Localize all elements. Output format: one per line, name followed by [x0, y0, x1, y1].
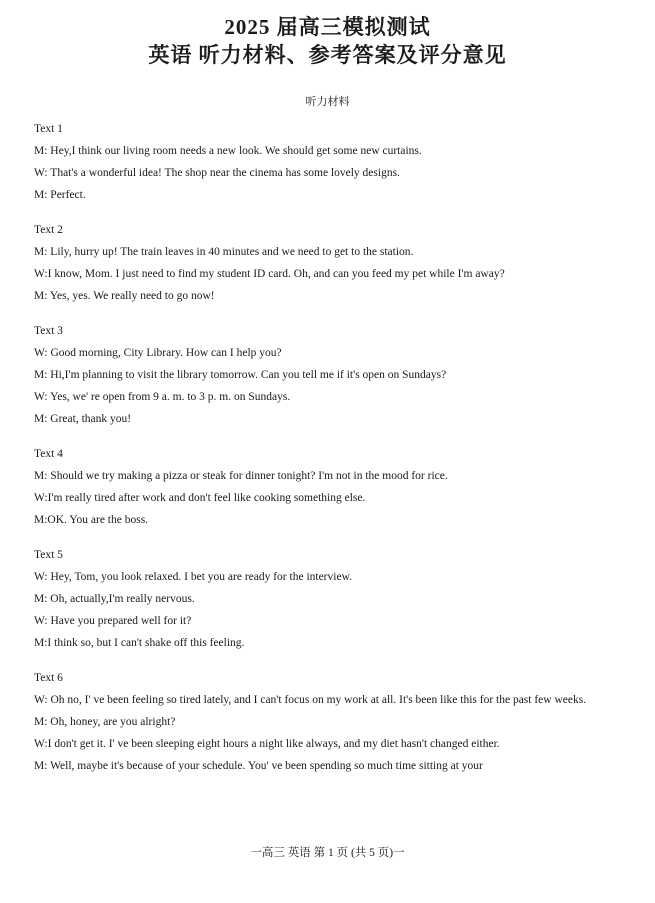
- dialogue-line: W:I don't get it. I' ve been sleeping eight hours a night like always, and my diet hasn't changed either.: [34, 738, 500, 750]
- dialogue-line: W: Yes, we' re open from 9 a. m. to 3 p. m. on Sundays.: [34, 391, 291, 403]
- dialogue-line: M: Oh, honey, are you alright?: [34, 716, 176, 728]
- dialogue-line: W:I'm really tired after work and don't feel like cooking something else.: [34, 492, 366, 504]
- dialogue-line: W: Have you prepared well for it?: [34, 615, 192, 627]
- dialogue-line: W: That's a wonderful idea! The shop near the cinema has some lovely designs.: [34, 167, 400, 179]
- page-footer: 一高三 英语 第 1 页 (共 5 页)一: [250, 847, 405, 859]
- text-block-5: [34, 548, 634, 650]
- dialogue-line: M: Well, maybe it's because of your schedule. You' ve been spending so much time sitting at your: [34, 760, 483, 772]
- text-label: Text 6: [34, 672, 63, 684]
- dialogue-line: M: Perfect.: [34, 189, 86, 201]
- dialogue-line: M: Lily, hurry up! The train leaves in 40 minutes and we need to get to the station.: [34, 246, 414, 258]
- text-label: Text 1: [34, 123, 63, 135]
- document-subtitle: 英语 听力材料、参考答案及评分意见: [148, 43, 507, 67]
- dialogue-line: M: Great, thank you!: [34, 413, 132, 425]
- dialogue-line: M:OK. You are the boss.: [34, 514, 149, 526]
- text-label: Text 4: [34, 448, 63, 460]
- text-label: Text 3: [34, 325, 63, 337]
- listening-transcript: [34, 122, 634, 794]
- dialogue-line: M: Yes, yes. We really need to go now!: [34, 290, 215, 302]
- dialogue-line: W: Good morning, City Library. How can I help you?: [34, 347, 282, 359]
- dialogue-line: W:I know, Mom. I just need to find my student ID card. Oh, and can you feed my pet while I'm away?: [34, 268, 505, 280]
- dialogue-line: M:I think so, but I can't shake off this feeling.: [34, 637, 245, 649]
- text-block-6: [34, 671, 634, 773]
- text-block-1: [34, 122, 634, 202]
- text-block-2: [34, 223, 634, 303]
- dialogue-line: M: Should we try making a pizza or steak for dinner tonight? I'm not in the mood for rice.: [34, 470, 448, 482]
- text-block-4: [34, 447, 634, 527]
- section-heading: 听力材料: [305, 96, 350, 108]
- dialogue-line: M: Hi,I'm planning to visit the library tomorrow. Can you tell me if it's open on Sundays?: [34, 369, 447, 381]
- dialogue-line: M: Oh, actually,I'm really nervous.: [34, 593, 195, 605]
- text-label: Text 2: [34, 224, 63, 236]
- dialogue-line: W: Hey, Tom, you look relaxed. I bet you are ready for the interview.: [34, 571, 352, 583]
- document-title: 2025 届高三模拟测试: [224, 15, 431, 39]
- dialogue-line: M: Hey,I think our living room needs a new look. We should get some new curtains.: [34, 145, 422, 157]
- dialogue-line: W: Oh no, I' ve been feeling so tired lately, and I can't focus on my work at all. It's been like this for the past few weeks.: [34, 694, 587, 706]
- text-block-3: [34, 324, 634, 426]
- text-label: Text 5: [34, 549, 63, 561]
